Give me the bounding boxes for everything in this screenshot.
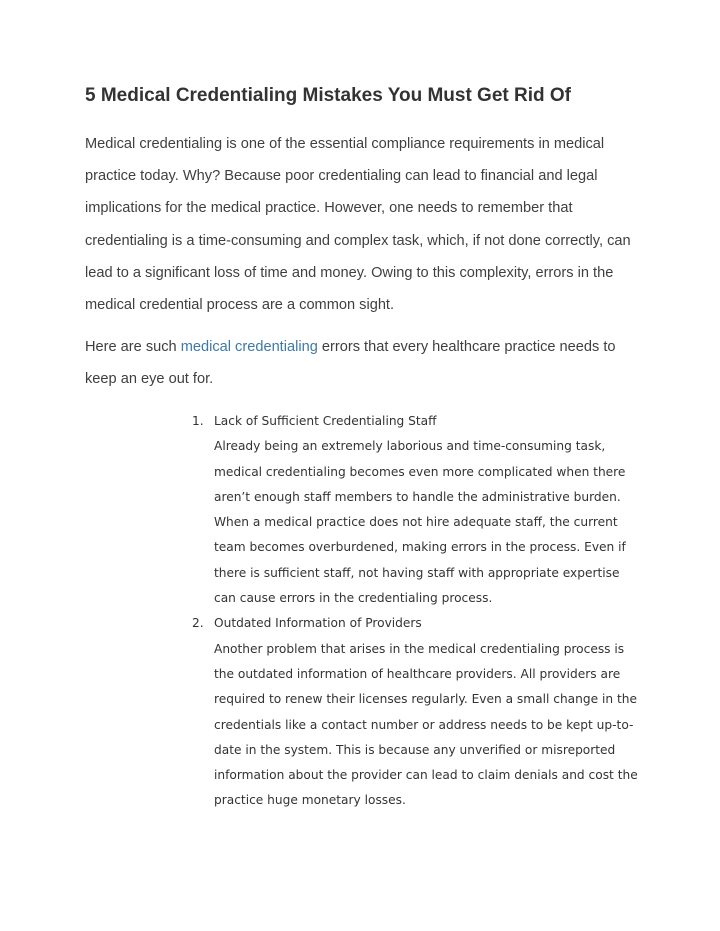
list-item xyxy=(0,409,720,611)
list-item-body: Another problem that arises in the medical credentialing process is the outdated information of healthcare providers. All providers are required to renew their licenses regularly. Even a small change in the credentials like a contact number or address needs to be kept up-to-date in the system. This is because any unverified or misreported information about the provider can lead to claim denials and cost the practice huge monetary losses. xyxy=(214,641,638,808)
list-item-body: Already being an extremely laborious and time-consuming task, medical credentialing becomes even more complicated when there aren’t enough staff members to handle the administrative burden. When a medical practice does not hire adequate staff, the current team becomes overburdened, making errors in the process. Even if there is sufficient staff, not having staff with appropriate expertise can cause errors in the credentialing process. xyxy=(214,439,626,606)
medical-credentialing-link[interactable]: medical credentialing xyxy=(180,339,318,355)
list-item-number: 2. xyxy=(192,616,204,631)
list-item-heading: Lack of Sufficient Credentialing Staff xyxy=(214,414,437,428)
lead-paragraph xyxy=(85,331,645,395)
mistakes-list xyxy=(0,409,720,814)
list-item-number: 1. xyxy=(192,414,204,428)
lead-text-after: errors that every healthcare practice needs to keep an eye out for. xyxy=(85,339,616,388)
list-item-heading: Outdated Information of Providers xyxy=(214,616,422,631)
article-title: 5 Medical Credentialing Mistakes You Must Get Rid Of xyxy=(85,85,572,106)
list-item xyxy=(0,611,720,813)
lead-text-before: Here are such xyxy=(85,339,181,355)
intro-paragraph: Medical credentialing is one of the essential compliance requirements in medical practice today. Why? Because poor credentialing can lead to financial and legal implications for the medical practice. However, one needs to remember that credentialing is a time-consuming and complex task, which, if not done correctly, can lead to a significant loss of time and money. Owing to this complexity, errors in the medical credential process are a common sight. xyxy=(85,136,631,314)
